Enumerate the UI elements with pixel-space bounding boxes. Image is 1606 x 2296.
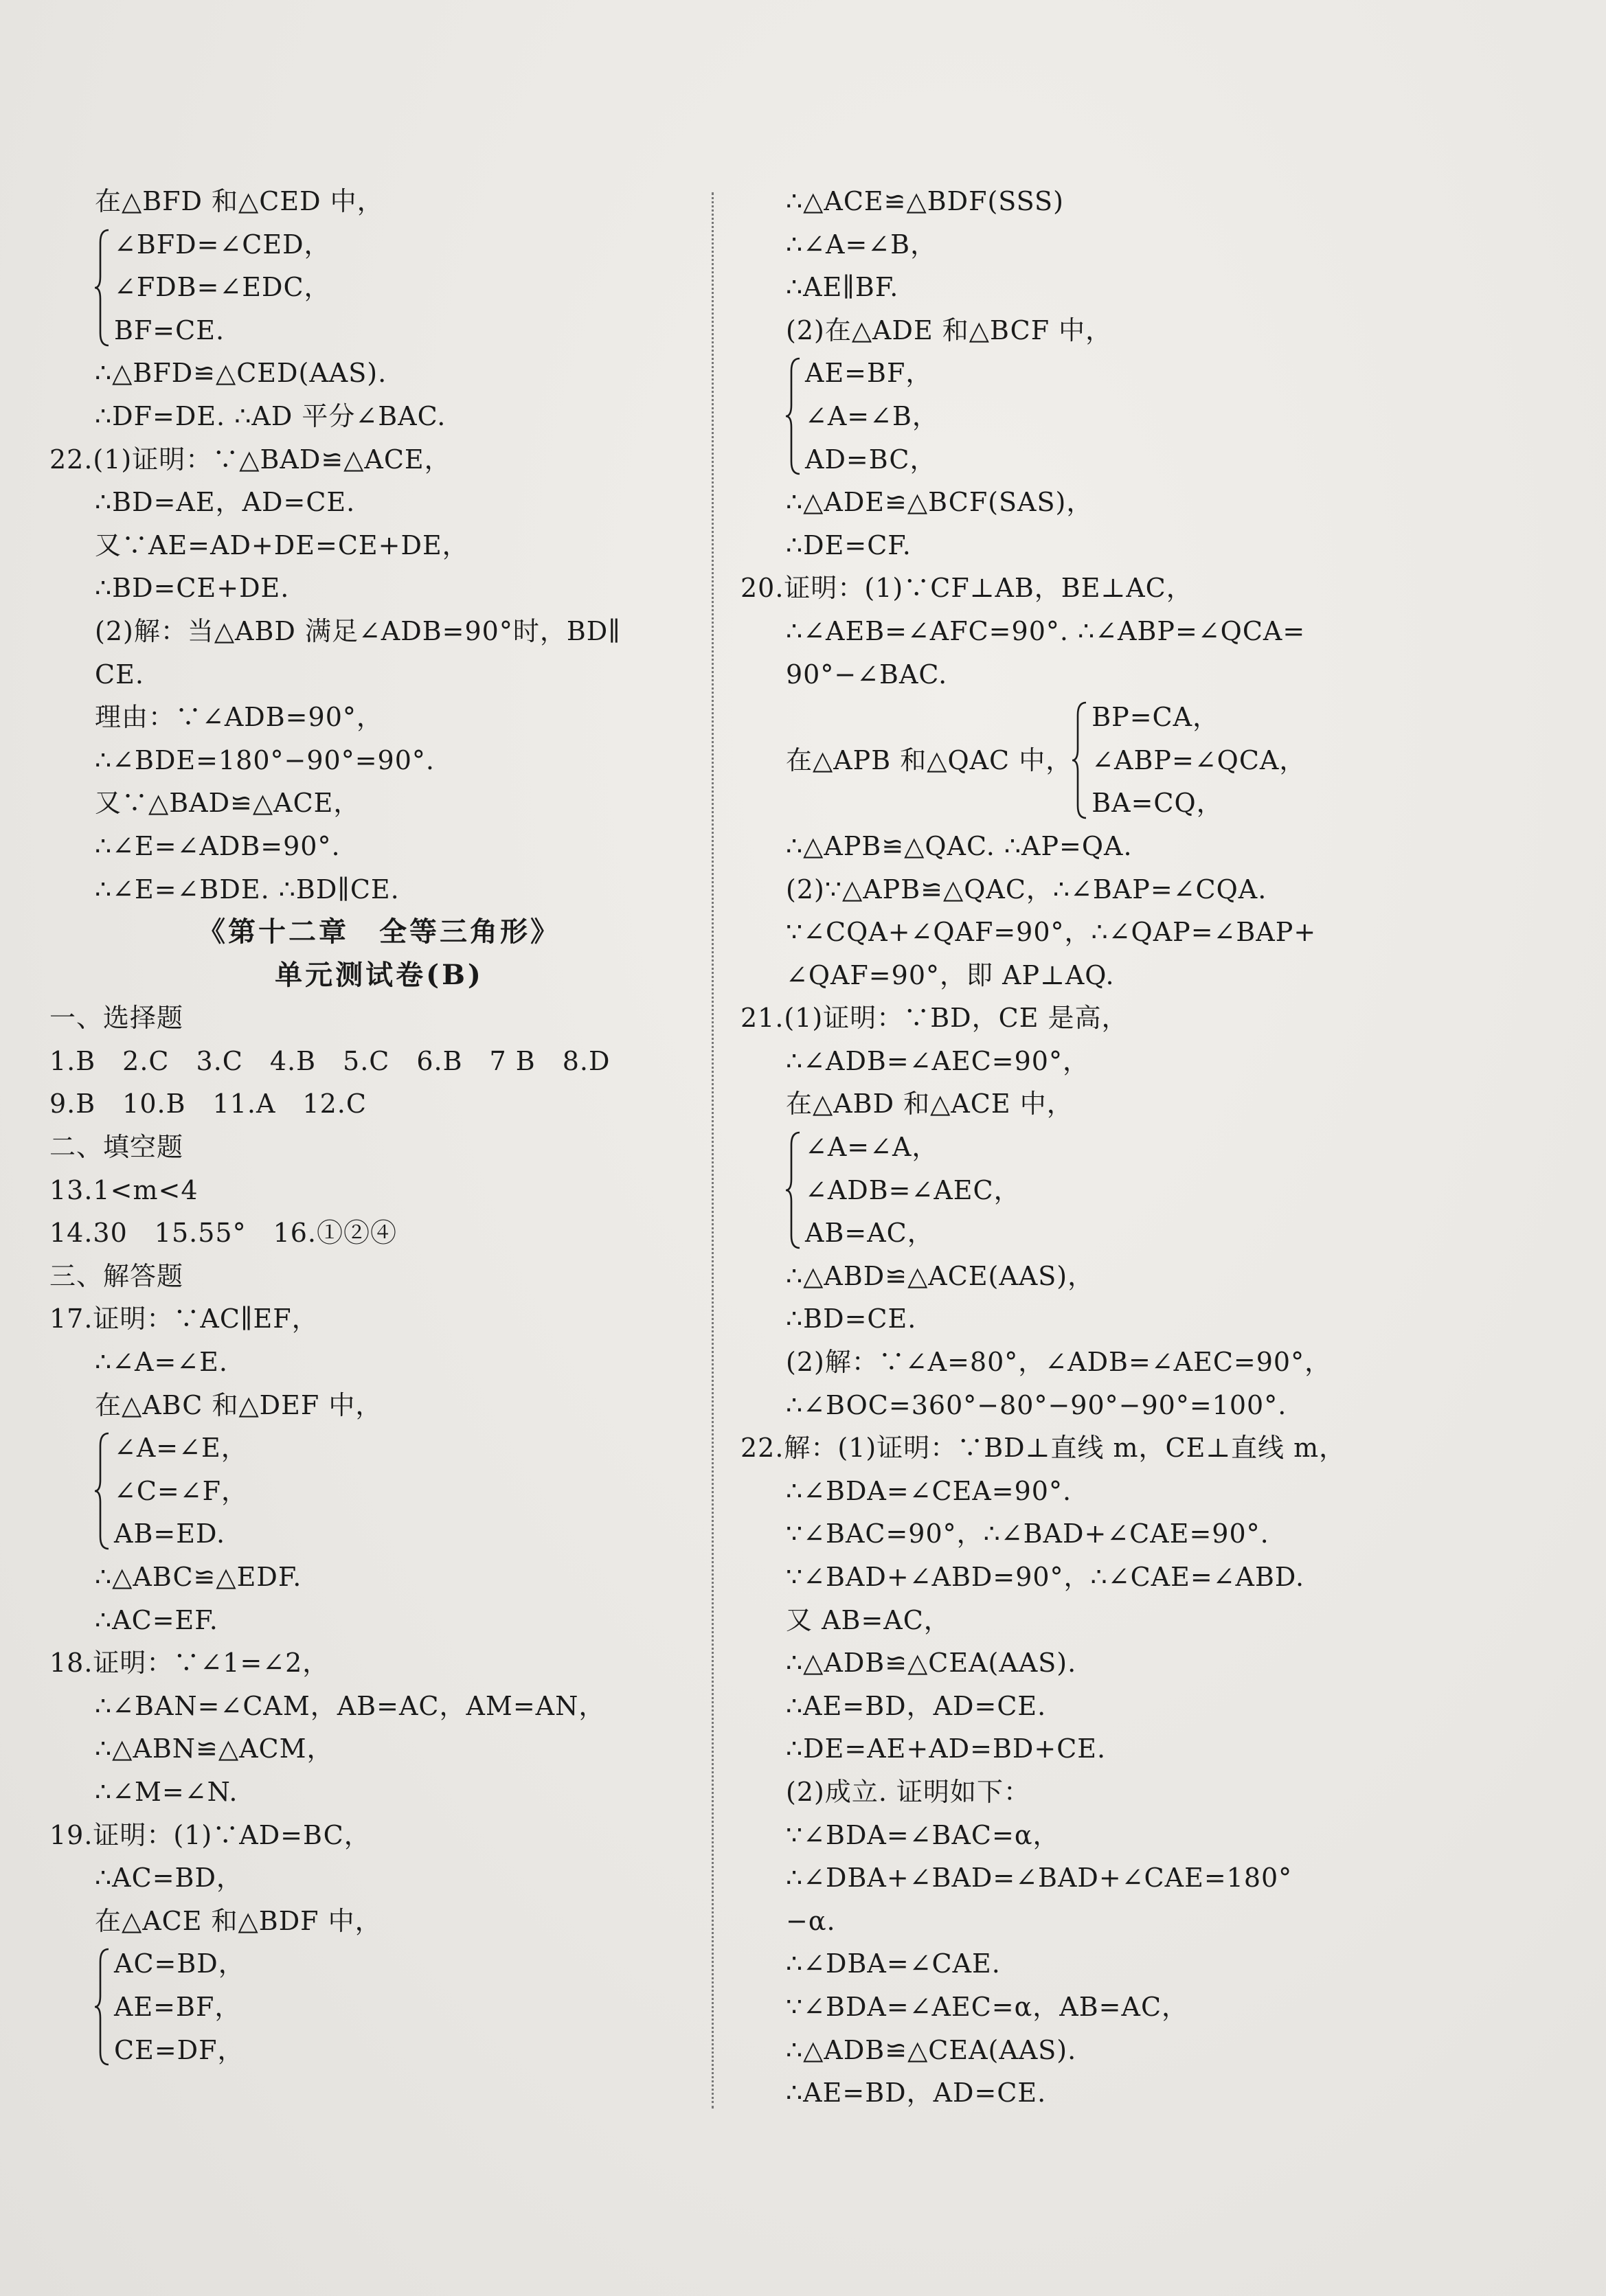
column-divider [712, 192, 714, 2109]
brace-line: ∠C=∠F， [114, 1475, 248, 1506]
brace-icon [1072, 696, 1087, 825]
text-line: ∴△ADE≌△BCF(SAS)， [786, 487, 1094, 518]
text-line: ∴∠DBA=∠CAE. [786, 1948, 1001, 1979]
brace-group [740, 1126, 1427, 1255]
brace-group [49, 1427, 709, 1556]
text-line: ∴∠BDA=∠CEA=90°. [786, 1475, 1072, 1506]
brace-line: AD=BC， [805, 444, 937, 475]
text-line: ∴∠M=∠N. [95, 1776, 238, 1807]
brace-line: AE=BF， [114, 1991, 242, 2022]
chapter-subtitle: 单元测试卷(B) [275, 958, 484, 991]
question-17-start: 17.证明：∵AC∥EF， [49, 1304, 319, 1334]
brace-line: ∠A=∠B， [805, 400, 939, 431]
brace-group [1072, 696, 1306, 825]
text-line: 在△ACE 和△BDF 中， [95, 1905, 382, 1936]
text-line: 理由：∵∠ADB=90°， [95, 702, 383, 733]
text-line: ∴DE=CF. [786, 530, 912, 560]
text-line: ∴DE=AE+AD=BD+CE. [786, 1734, 1107, 1764]
answer-row: 1.B 2.C 3.C 4.B 5.C 6.B 7 B 8.D [49, 1045, 611, 1076]
text-line: ∴△ABC≌△EDF. [95, 1562, 302, 1592]
question-18-start: 18.证明：∵∠1=∠2， [49, 1648, 330, 1679]
text-line: (2)解：当△ABD 满足∠ADB=90°时，BD∥ [95, 615, 621, 646]
brace-icon [95, 1942, 110, 2071]
text-line: ∴BD=CE+DE. [95, 573, 290, 604]
text-line: ∵∠BAC=90°，∴∠BAD+∠CAE=90°. [786, 1519, 1269, 1549]
text-line: ∴△BFD≌△CED(AAS). [95, 358, 387, 389]
brace-icon [95, 1427, 110, 1556]
text-line: ∵∠BAD+∠ABD=90°，∴∠CAE=∠ABD. [786, 1562, 1305, 1592]
text-line: 又∵AE=AD+DE=CE+DE， [95, 530, 469, 560]
text-line: ∴∠A=∠B， [786, 229, 938, 260]
brace-line: AB=ED. [114, 1519, 226, 1549]
question-19-start: 19.证明：(1)∵AD=BC， [49, 1819, 371, 1850]
text-line: (2)解：∵∠A=80°，∠ADB=∠AEC=90°， [786, 1347, 1332, 1378]
brace-icon [95, 223, 110, 352]
text-line: ∴BD=AE，AD=CE. [95, 487, 356, 518]
question-21-start: 21.(1)证明：∵BD，CE 是高， [740, 1003, 1129, 1034]
text-line: 又 AB=AC， [786, 1604, 951, 1635]
brace-line: ∠FDB=∠EDC， [114, 272, 331, 303]
brace-line: BP=CA， [1092, 702, 1220, 733]
brace-line: BF=CE. [114, 315, 225, 345]
brace-icon [786, 1126, 801, 1255]
text-line: ∴BD=CE. [786, 1304, 917, 1334]
text-line: ∴AE=BD，AD=CE. [786, 2078, 1047, 2109]
text-line: (2)∵△APB≌△QAC，∴∠BAP=∠CQA. [786, 874, 1267, 905]
text-line: ∴△ADB≌△CEA(AAS). [786, 1648, 1077, 1679]
brace-line: BA=CQ， [1092, 788, 1223, 819]
text-line: ∴DF=DE. ∴AD 平分∠BAC. [95, 400, 446, 431]
brace-group [740, 352, 1427, 481]
section-heading: 三、解答题 [49, 1260, 184, 1291]
brace-icon [786, 352, 801, 481]
text-line: ∴AC=BD， [95, 1863, 243, 1894]
brace-line: CE=DF， [114, 2034, 245, 2065]
text-line: CE. [95, 659, 144, 690]
brace-line: ∠ABP=∠QCA， [1092, 745, 1307, 775]
text-line: ∴△ABD≌△ACE(AAS)， [786, 1260, 1095, 1291]
brace-row [740, 696, 1427, 825]
text-line: 90°−∠BAC. [786, 659, 948, 690]
left-column [49, 180, 709, 2071]
brace-line: AB=AC， [805, 1218, 934, 1249]
text-line: ∴∠DBA+∠BAD=∠BAD+∠CAE=180° [786, 1863, 1293, 1894]
chapter-title: 《第十二章 全等三角形》 [198, 916, 561, 948]
text-line: 在△ABC 和△DEF 中， [95, 1389, 383, 1420]
answer-row: 13.1<m<4 [49, 1174, 199, 1205]
brace-line: ∠A=∠E， [114, 1433, 248, 1464]
question-22-start: 22.解：(1)证明：∵BD⊥直线 m，CE⊥直线 m， [740, 1433, 1346, 1464]
text-line: ∴∠ADB=∠AEC=90°， [786, 1045, 1089, 1076]
text-line: ∴△ACE≌△BDF(SSS) [786, 186, 1064, 216]
brace-line: ∠A=∠A， [805, 1132, 939, 1163]
section-heading: 一、选择题 [49, 1003, 184, 1034]
section-heading: 二、填空题 [49, 1132, 184, 1163]
text-line: 在△BFD 和△CED 中， [95, 186, 384, 216]
text-line: ∴∠BOC=360°−80°−90°−90°=100°. [786, 1389, 1287, 1420]
text-line: ∴AE=BD，AD=CE. [786, 1690, 1047, 1721]
text-line: ∴∠E=∠ADB=90°. [95, 830, 341, 861]
text-line: ∠QAF=90°，即 AP⊥AQ. [786, 959, 1115, 990]
text-line: −α. [786, 1905, 836, 1936]
text-line: 又∵△BAD≌△ACE， [95, 788, 361, 819]
brace-group [49, 1942, 709, 2071]
text-line: ∴AE∥BF. [786, 272, 899, 303]
answer-row: 14.30 15.55° 16.①②④ [49, 1218, 398, 1249]
right-column [740, 180, 1427, 2115]
brace-line: ∠BFD=∠CED， [114, 229, 331, 260]
text-line: ∴∠BAN=∠CAM，AB=AC，AM=AN， [95, 1690, 606, 1721]
text-line: ∴∠AEB=∠AFC=90°. ∴∠ABP=∠QCA= [786, 615, 1306, 646]
text-line: ∵∠CQA+∠QAF=90°，∴∠QAP=∠BAP+ [786, 917, 1317, 948]
text-line: ∵∠BDA=∠AEC=α，AB=AC， [786, 1991, 1189, 2022]
text-line: (2)成立. 证明如下： [786, 1776, 1030, 1807]
text-line: (2)在△ADE 和△BCF 中， [786, 315, 1113, 345]
text-line: ∴∠E=∠BDE. ∴BD∥CE. [95, 874, 400, 905]
brace-line: AC=BD， [114, 1948, 245, 1979]
brace-line: ∠ADB=∠AEC， [805, 1174, 1021, 1205]
question-20-start: 20.证明：(1)∵CF⊥AB，BE⊥AC， [740, 573, 1193, 604]
brace-group [49, 223, 709, 352]
answer-row: 9.B 10.B 11.A 12.C [49, 1089, 367, 1119]
text-line: 在△ABD 和△ACE 中， [786, 1089, 1074, 1119]
text-line: ∴∠BDE=180°−90°=90°. [95, 745, 435, 775]
question-22-start: 22.(1)证明：∵△BAD≌△ACE， [49, 444, 451, 475]
text-line: ∵∠BDA=∠BAC=α， [786, 1819, 1060, 1850]
brace-line: AE=BF， [805, 358, 933, 389]
text-line: ∴AC=EF. [95, 1604, 218, 1635]
text-line: ∴△ADB≌△CEA(AAS). [786, 2034, 1077, 2065]
text-line: ∴∠A=∠E. [95, 1347, 228, 1378]
text-line: ∴△ABN≌△ACM， [95, 1734, 334, 1764]
brace-label: 在△APB 和△QAC 中， [786, 745, 1073, 775]
text-line: ∴△APB≌△QAC. ∴AP=QA. [786, 830, 1133, 861]
